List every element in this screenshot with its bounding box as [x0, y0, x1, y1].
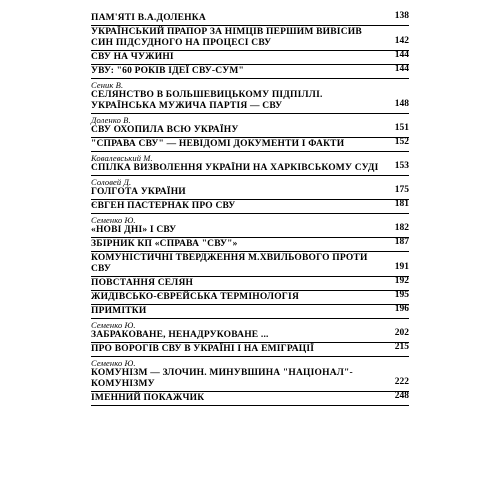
entry-page-number: 191: [394, 262, 409, 272]
entry-title: ІМЕННИЙ ПОКАЖЧИК: [91, 393, 205, 403]
entry-page-number: 182: [394, 223, 409, 233]
toc-entry: [91, 65, 409, 79]
entry-title: СВУ ОХОПИЛА ВСЮ УКРАЇНУ: [91, 125, 239, 135]
entry-page-number: 196: [394, 304, 409, 314]
entry-title: ГОЛГОТА УКРАЇНИ: [91, 187, 186, 197]
entry-title: ПАМ'ЯТІ В.А.ДОЛЕНКА: [91, 13, 206, 23]
entry-page-number: 148: [394, 99, 409, 109]
toc-entry: [91, 138, 409, 152]
entry-title: ПОВСТАННЯ СЕЛЯН: [91, 278, 194, 288]
entry-title: ПРО ВОРОГІВ СВУ В УКРАЇНІ І НА ЕМІГРАЦІЇ: [91, 344, 315, 354]
entry-title: «НОВІ ДНІ» І СВУ: [91, 225, 177, 235]
entry-title: КОМУНІЗМ — ЗЛОЧИН. МИНУВШИНА "НАЦІОНАЛ"-КОМУНІЗМУ: [91, 368, 353, 389]
table-of-contents: [91, 12, 409, 406]
entry-page-number: 152: [394, 137, 409, 147]
toc-entry: [91, 357, 409, 392]
entry-title: УКРАЇНСЬКИЙ ПРАПОР ЗА НІМЦІВ ПЕРШИМ ВИВІСИВ СИН ПІДСУДНОГО НА ПРОЦЕСІ СВУ: [91, 27, 362, 48]
entry-page-number: 153: [394, 161, 409, 171]
entry-author: Сеник В.: [91, 80, 124, 90]
entry-title: ПРИМІТКИ: [91, 306, 147, 316]
toc-entry: [91, 343, 409, 357]
entry-title: КОМУНІСТИЧНІ ТВЕРДЖЕННЯ М.ХВИЛЬОВОГО ПРОТИ СВУ: [91, 253, 368, 274]
entry-author: Семенко Ю.: [91, 320, 136, 330]
entry-page-number: 142: [394, 36, 409, 46]
toc-entry: [91, 79, 409, 114]
entry-page-number: 138: [394, 11, 409, 21]
entry-page-number: 144: [394, 50, 409, 60]
toc-entry: [91, 392, 409, 406]
toc-entry: [91, 176, 409, 200]
entry-title: УВУ: "60 РОКІВ ІДЕЇ СВУ-СУМ": [91, 66, 245, 76]
entry-title: ЗБІРНИК КП «СПРАВА "СВУ"»: [91, 239, 238, 249]
toc-entry: [91, 291, 409, 305]
entry-page-number: 187: [394, 237, 409, 247]
toc-entry: [91, 252, 409, 277]
toc-entry: [91, 319, 409, 343]
entry-title: СЕЛЯНСТВО В БОЛЬШЕВИЦЬКОМУ ПІДПІЛЛІ. УКРАЇНСЬКА МУЖИЧА ПАРТІЯ — СВУ: [91, 90, 323, 111]
entry-page-number: 222: [394, 377, 409, 387]
entry-page-number: 202: [394, 328, 409, 338]
toc-entry: [91, 12, 409, 26]
entry-page-number: 144: [394, 64, 409, 74]
entry-page-number: 181: [394, 199, 409, 209]
entry-title: ЗАБРАКОВАНЕ, НЕНАДРУКОВАНЕ ...: [91, 330, 269, 340]
entry-page-number: 248: [394, 391, 409, 401]
toc-entry: [91, 305, 409, 319]
toc-entry: [91, 114, 409, 138]
toc-entry: [91, 26, 409, 51]
entry-page-number: 175: [394, 185, 409, 195]
entry-page-number: 151: [394, 123, 409, 133]
entry-title: СПІЛКА ВИЗВОЛЕННЯ УКРАЇНИ НА ХАРКІВСЬКОМУ СУДІ: [91, 163, 379, 173]
entry-page-number: 195: [394, 290, 409, 300]
toc-entry: [91, 238, 409, 252]
entry-author: Семенко Ю.: [91, 358, 136, 368]
toc-entry: [91, 214, 409, 238]
entry-title: ЖИДІВСЬКО-ЄВРЕЙСЬКА ТЕРМІНОЛОГІЯ: [91, 292, 300, 302]
entry-title: "СПРАВА СВУ" — НЕВІДОМІ ДОКУМЕНТИ І ФАКТИ: [91, 139, 345, 149]
entry-page-number: 215: [394, 342, 409, 352]
entry-page-number: 192: [394, 276, 409, 286]
entry-author: Соловей Д.: [91, 177, 132, 187]
entry-title: СВУ НА ЧУЖИНІ: [91, 52, 174, 62]
entry-author: Семенко Ю.: [91, 215, 136, 225]
entry-author: Ковалевський М.: [91, 153, 153, 163]
entry-author: Доленко В.: [91, 115, 131, 125]
toc-entry: [91, 200, 409, 214]
entry-title: ЄВГЕН ПАСТЕРНАК ПРО СВУ: [91, 201, 236, 211]
toc-entry: [91, 152, 409, 176]
toc-entry: [91, 277, 409, 291]
toc-entry: [91, 51, 409, 65]
